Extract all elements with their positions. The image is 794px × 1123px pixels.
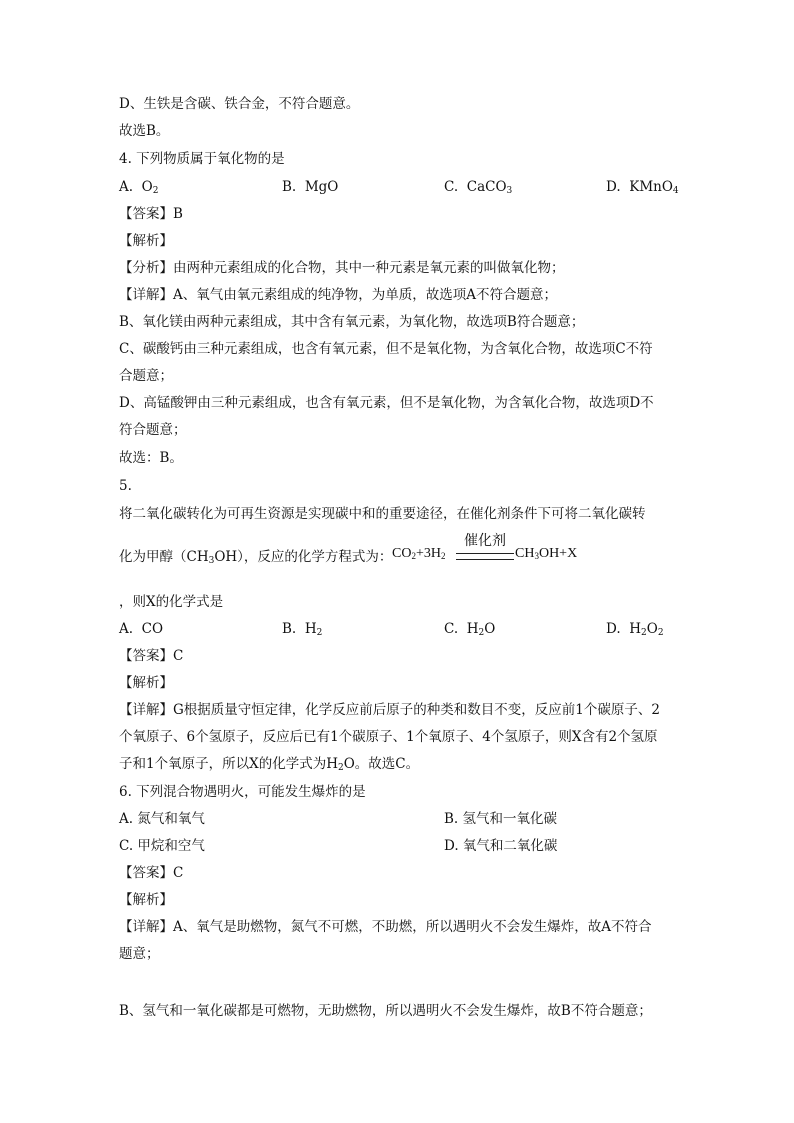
q6-line-b: B、氢气和一氧化碳都是可燃物，无助燃物，所以遇明火不会发生爆炸，故B不符合题意； xyxy=(119,1003,652,1019)
q4-option-b: B. MgO xyxy=(282,179,339,195)
q4-stem: 4. 下列物质属于氧化物的是 xyxy=(119,151,285,167)
q4-line-d2: 符合题意； xyxy=(119,422,187,438)
equation-left: $CO_2+3H_2$ xyxy=(392,546,446,561)
q5-answer: 【答案】C xyxy=(119,648,184,664)
answer-tag: 【答案】 xyxy=(119,206,173,222)
q5-xiangjie-line3: 子和1个氧原子，所以X的化学式为$H_2O$。故选C。 xyxy=(119,756,420,773)
q5-number: 5. xyxy=(119,478,132,494)
q3-select: 故选B。 xyxy=(119,123,170,139)
q5-xiangjie-line1: 【详解】G根据质量守恒定律，化学反应前后原子的种类和数目不变，反应前1个碳原子、2 xyxy=(119,702,660,718)
q6-option-d: D. 氧气和二氧化碳 xyxy=(444,838,558,854)
q6-option-b: B. 氢气和一氧化碳 xyxy=(444,811,558,827)
q4-select: 故选：B。 xyxy=(119,450,183,466)
q4-analysis-tag: 【解析】 xyxy=(119,233,173,249)
catalyst-label: 催化剂 xyxy=(464,533,506,549)
q6-stem: 6. 下列混合物遇明火，可能发生爆炸的是 xyxy=(119,784,366,800)
q5-stem-line2: 化为甲醇$(CH_3OH)$，反应的化学方程式为： xyxy=(119,549,393,566)
q5-xiangjie-line2: 个氧原子、6个氢原子，反应后已有1个碳原子、1个氧原子、4个氢原子，则X含有2个氢原 xyxy=(119,729,658,745)
q5-analysis-tag: 【解析】 xyxy=(119,675,173,691)
q4-option-a: A. $O_2$ xyxy=(119,179,159,196)
q5-option-c: C. $H_2O$ xyxy=(444,621,496,638)
q6-option-a: A. 氮气和氧气 xyxy=(119,811,205,827)
q4-answer: 【答案】B xyxy=(119,206,183,222)
q6-answer: 【答案】C xyxy=(119,865,184,881)
q6-analysis-tag: 【解析】 xyxy=(119,892,173,908)
reaction-equals-sign xyxy=(456,553,514,560)
q6-option-c: C. 甲烷和空气 xyxy=(119,838,205,854)
q4-line-d1: D、高锰酸钾由三种元素组成，也含有氧元素，但不是氧化物，为含氧化合物，故选项D不 xyxy=(119,395,654,411)
q6-xiangjie-a1: 【详解】A、氧气是助燃物，氮气不可燃，不助燃，所以遇明火不会发生爆炸，故A不符合 xyxy=(119,919,652,935)
equation-right: $CH_3OH+X$ xyxy=(515,546,578,561)
q6-xiangjie-a2: 题意； xyxy=(119,946,160,962)
q4-line-c1: C、碳酸钙由三种元素组成，也含有氧元素，但不是氧化物，为含氧化合物，故选项C不符 xyxy=(119,341,653,357)
q5-stem-line1: 将二氧化碳转化为可再生资源是实现碳中和的重要途径，在催化剂条件下可将二氧化碳转 xyxy=(119,506,646,522)
q5-option-b: B. $H_2$ xyxy=(282,621,323,638)
q4-option-c: C. CaCO$_3$ xyxy=(444,179,513,196)
q4-line-b: B、氧化镁由两种元素组成，其中含有氧元素，为氧化物，故选项B符合题意； xyxy=(119,314,585,330)
q4-fenxi: 【分析】由两种元素组成的化合物，其中一种元素是氧元素的叫做氧化物； xyxy=(119,260,565,276)
q4-xiangjie-a: 【详解】A、氧气由氧元素组成的纯净物，为单质，故选项A不符合题意； xyxy=(119,287,557,303)
q5-stem-line3: ，则X的化学式是 xyxy=(119,594,224,610)
q3-line-d: D、生铁是含碳、铁合金，不符合题意。 xyxy=(119,96,360,112)
q5-option-a: A. CO xyxy=(119,621,164,637)
q4-option-d: D. KMnO$_4$ xyxy=(606,179,679,196)
q5-option-d: D. $H_2O_2$ xyxy=(606,621,664,638)
q4-line-c2: 合题意； xyxy=(119,368,173,384)
